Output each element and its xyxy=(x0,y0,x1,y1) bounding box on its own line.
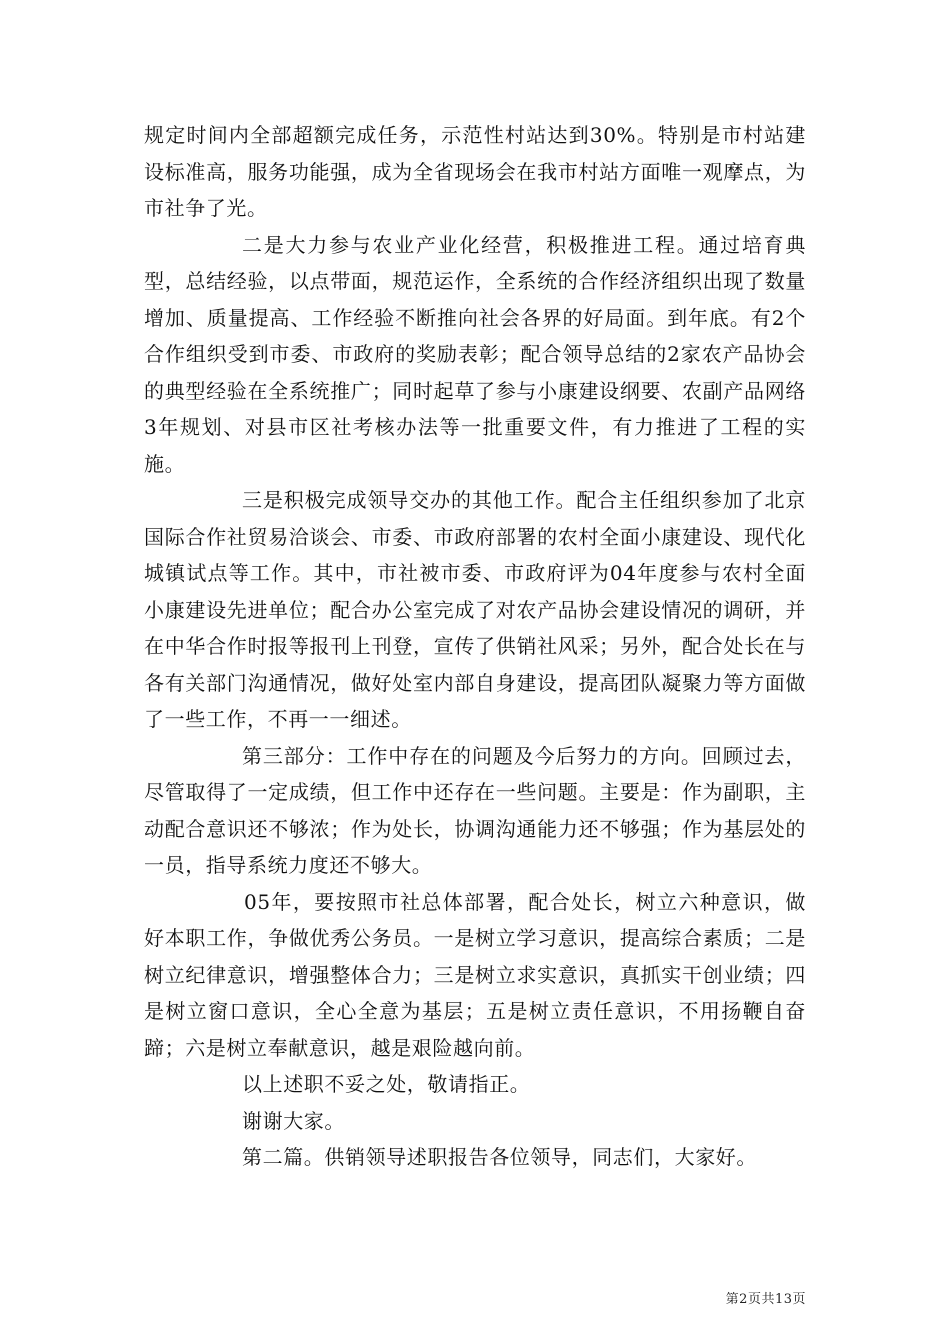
paragraph-4: 第三部分：工作中存在的问题及今后努力的方向。回顾过去，尽管取得了一定成绩，但工作中还存在一些问题。主要是：作为副职，主动配合意识还不够浓；作为处长，协调沟通能力还不够强；作为基层处的一员，指导系统力度还不够大。 xyxy=(144,743,806,877)
paragraph-8: 第二篇。供销领导述职报告各位领导，同志们，大家好。 xyxy=(242,1145,757,1169)
paragraph-7: 谢谢大家。 xyxy=(242,1108,345,1133)
document-body xyxy=(144,117,806,1176)
page-number: 第2页共13页 xyxy=(725,1292,806,1307)
paragraph-6: 以上述职不妥之处，敬请指正。 xyxy=(242,1072,531,1096)
paragraph-5: 05年，要按照市社总体部署，配合处长，树立六种意识，做好本职工作，争做优秀公务员。一是树立学习意识，提高综合素质；二是树立纪律意识，增强整体合力；三是树立求实意识，真抓实干创业绩；四是树立窗口意识，全心全意为基层；五是树立责任意识，不用扬鞭自奋蹄；六是树立奉献意识，越是艰险越向前。 xyxy=(144,889,806,1060)
paragraph-3: 三是积极完成领导交办的其他工作。配合主任组织参加了北京国际合作社贸易洽谈会、市委、市政府部署的农村全面小康建设、现代化城镇试点等工作。其中，市社被市委、市政府评为04年度参与农村全面小康建设先进单位；配合办公室完成了对农产品协会建设情况的调研，并在中华合作时报等报刊上刊登，宣传了供销社风采；另外，配合处长在与各有关部门沟通情况，做好处室内部自身建设，提高团队凝聚力等方面做了一些工作，不再一一细述。 xyxy=(144,488,806,731)
paragraph-2: 二是大力参与农业产业化经营，积极推进工程。通过培育典型，总结经验，以点带面，规范运作，全系统的合作经济组织出现了数量增加、质量提高、工作经验不断推向社会各界的好局面。到年底。有2个合作组织受到市委、市政府的奖励表彰；配合领导总结的2家农产品协会的典型经验在全系统推广；同时起草了参与小康建设纲要、农副产品网络3年规划、对县市区社考核办法等一批重要文件，有力推进了工程的实施。 xyxy=(144,232,806,476)
paragraph-1: 规定时间内全部超额完成任务，示范性村站达到30%。特别是市村站建设标准高，服务功能强，成为全省现场会在我市村站方面唯一观摩点，为市社争了光。 xyxy=(144,123,806,220)
